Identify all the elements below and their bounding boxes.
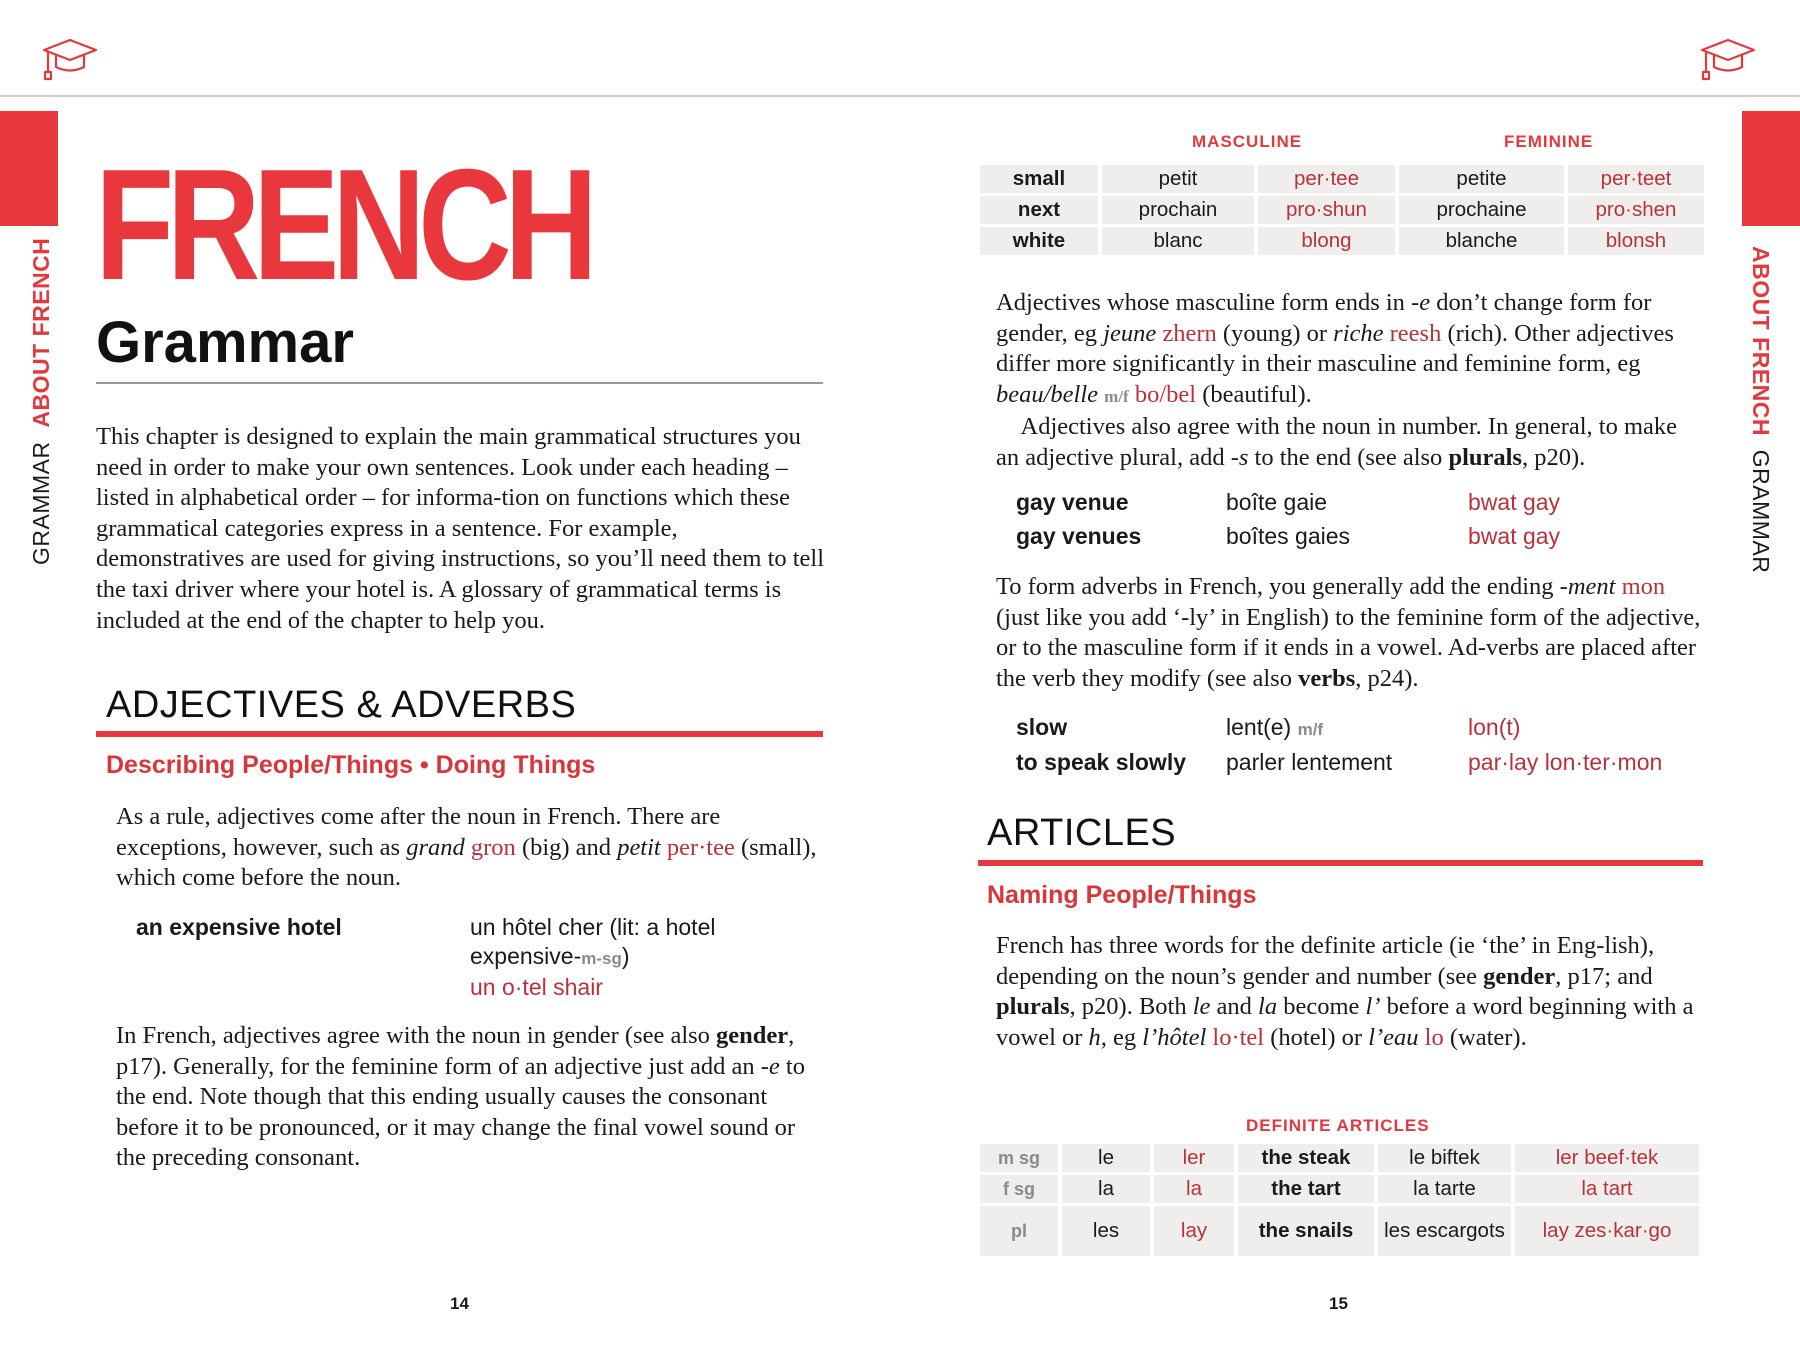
table-row: white blanc blong blanche blonsh — [980, 227, 1704, 255]
graduation-cap-icon — [1700, 34, 1756, 84]
example-pronunciation: par·lay lon·ter·mon — [1468, 749, 1663, 775]
articles-paragraph: French has three words for the definite article (ie ‘the’ in Eng-lish), depending on the noun’s gender and number (see gender, p17; and plurals, p20). Both le and la become l’ before a word beginning with a vowel or h, eg l’hôtel lo·tel (hotel) or l’eau lo (water). — [996, 932, 1694, 1051]
example-english: slow — [1016, 714, 1068, 740]
table-row: m sg le ler the steak le biftek ler beef·tek — [980, 1144, 1699, 1172]
table-row: pl les lay the snails les escargots lay zes·kar·go — [980, 1206, 1699, 1256]
page-number-right: 15 — [1329, 1294, 1348, 1313]
example-french: un hôtel cher (lit: a hotel expensive-m-sg) un o·tel shair — [470, 913, 810, 1002]
page-number-left: 14 — [450, 1294, 469, 1313]
running-head-chapter: ABOUT FRENCH — [28, 237, 54, 428]
column-heading-feminine: FEMININE — [1504, 132, 1594, 151]
left-running-head — [28, 238, 55, 565]
example-french: boîtes gaies — [1226, 523, 1351, 549]
graduation-cap-icon — [42, 34, 98, 84]
adjective-forms-table — [976, 162, 1708, 258]
section-rule — [96, 731, 823, 737]
table-row: f sg la la the tart la tarte la tart — [980, 1175, 1699, 1203]
example-pronunciation: un o·tel shair — [470, 974, 603, 1000]
definite-articles-table — [976, 1141, 1703, 1259]
column-heading-masculine: MASCULINE — [1192, 132, 1303, 151]
section-heading-adjectives: ADJECTIVES & ADVERBS — [106, 684, 577, 726]
running-head-section: GRAMMAR — [1748, 449, 1774, 574]
section-subheading: Describing People/Things • Doing Things — [106, 751, 596, 779]
gender-tag: m/f — [1104, 386, 1129, 406]
header-divider — [0, 95, 1800, 97]
running-head-section: GRAMMAR — [28, 441, 54, 565]
example-english: an expensive hotel — [136, 914, 342, 940]
left-chapter-tab — [0, 111, 58, 226]
example-english: to speak slowly — [1016, 749, 1187, 775]
adverb-paragraph: To form adverbs in French, you generally add the ending -ment mon (just like you add ‘-ly’ in English) to the feminine form of the adjective, or to the masculine form if it ends in a vowel. Ad-verbs are placed after the verb they modify (see also verbs, p24). — [996, 573, 1701, 692]
gender-tag: m-sg — [581, 949, 622, 968]
running-head-chapter: ABOUT FRENCH — [1748, 246, 1774, 436]
chapter-subtitle: Grammar — [96, 310, 354, 375]
right-chapter-tab — [1742, 111, 1800, 226]
adjective-form-paragraph: Adjectives whose masculine form ends in -e don’t change form for gender, eg jeune zhern (young) or riche reesh (rich). Other adjectives differ more significantly in their masculine and feminine form, eg beau/belle m/f bo/bel (beautiful). Adjectives also agree with the noun in number. In general, to make an adjective plural, add -s to the end (see also plurals, p20). — [996, 289, 1678, 471]
example-french: lent(e) m/f — [1226, 714, 1324, 740]
section-subheading: Naming People/Things — [987, 881, 1257, 909]
example-pronunciation: lon(t) — [1468, 714, 1521, 740]
adjective-position-paragraph: As a rule, adjectives come after the noun in French. There are exceptions, however, such as grand gron (big) and petit per·tee (small), which come before the noun. — [116, 803, 817, 892]
example-english: gay venue — [1016, 489, 1129, 515]
gender-tag: m/f — [1297, 720, 1324, 739]
section-heading-articles: ARTICLES — [987, 812, 1177, 854]
table-row: next prochain pro·shun prochaine pro·shen — [980, 196, 1704, 224]
example-pronunciation: bwat gay — [1468, 523, 1561, 549]
chapter-title: FRENCH — [95, 137, 591, 313]
example-pronunciation: bwat gay — [1468, 489, 1561, 515]
title-divider — [96, 382, 823, 384]
right-running-head — [1747, 246, 1774, 573]
table-row: small petit per·tee petite per·teet — [980, 165, 1704, 193]
section-rule — [978, 860, 1703, 866]
gender-agreement-paragraph: In French, adjectives agree with the noun in gender (see also gender, p17). Generally, for the feminine form of an adjective just add an -e to the end. Note though that this ending usually causes the consonant before it to be pronounced, or it may change the final vowel sound or the preceding consonant. — [116, 1022, 805, 1172]
intro-paragraph: This chapter is designed to explain the main grammatical structures you need in order to make your own sentences. Look under each heading – listed in alphabetical order – for informa-tion on functions which these grammatical categories express in a sentence. For example, demonstratives are used for giving instructions, so you’ll need them to tell the taxi driver where your hotel is. A glossary of grammatical terms is included at the end of the chapter to help you. — [96, 423, 825, 634]
example-english: gay venues — [1016, 523, 1142, 549]
example-french: parler lentement — [1226, 749, 1393, 775]
definite-articles-heading: DEFINITE ARTICLES — [1246, 1116, 1430, 1135]
example-french: boîte gaie — [1226, 489, 1328, 515]
